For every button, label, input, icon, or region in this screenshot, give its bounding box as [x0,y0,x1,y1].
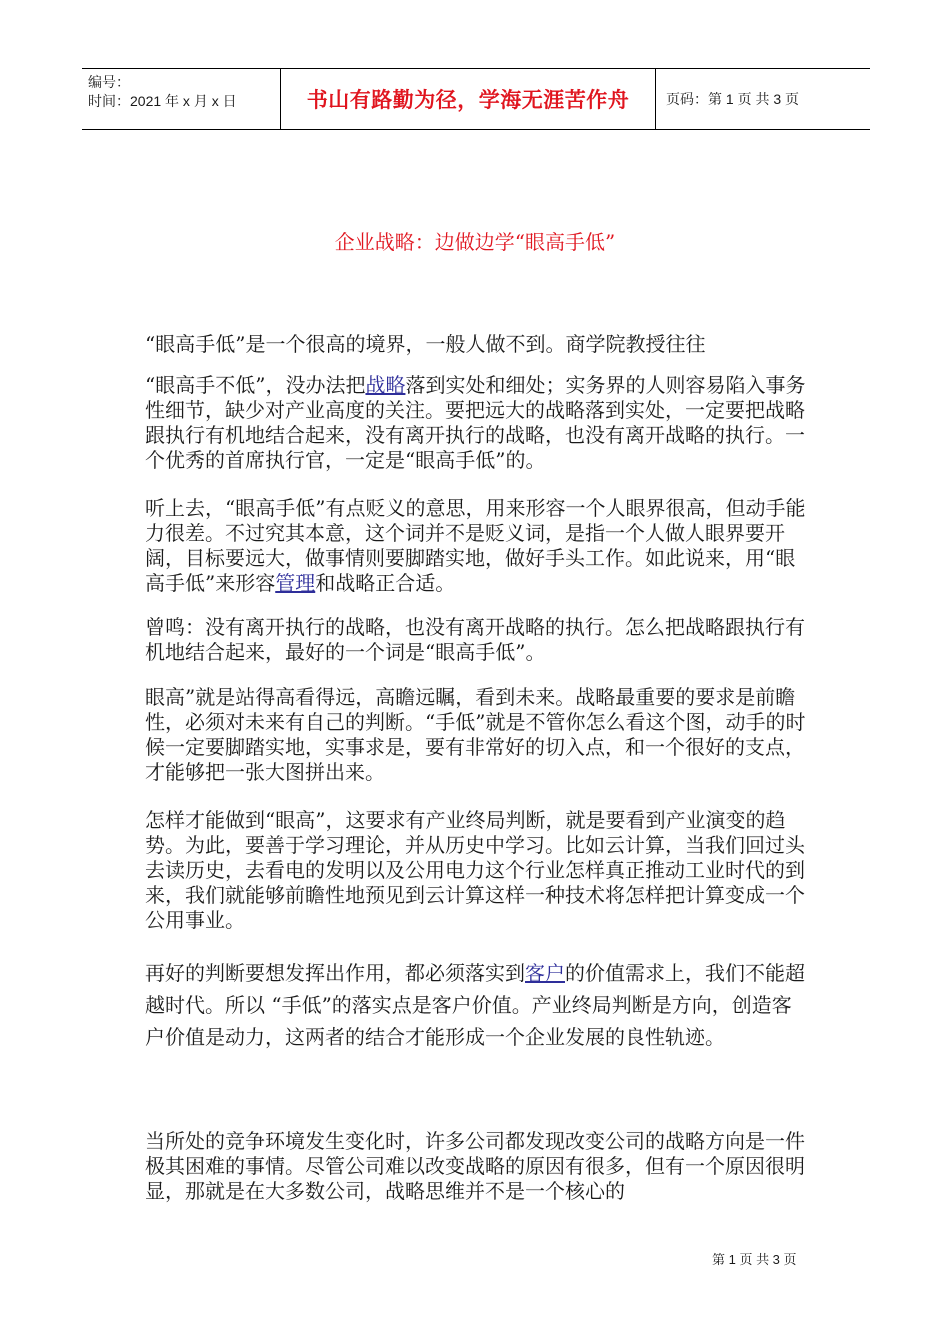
header-motto-cell [281,69,656,129]
paragraph-2-text-a: 听上去，“眼高手低”有点贬义的意思，用来形容一个人眼界很高，但动手能力很差。不过究其本意，这个词并不是贬义词，是指一个人做人眼界要开阔，目标要远大，做事情则要脚踏实地，做好手头工作。如此说来，用“眼高手低”来形容 [145,496,806,595]
paragraph-6-text-b: 的价值需求上，我们不能超越时代。所以 “手低”的落实点是客户价值。产业终局判断是方向，创造客户价值是动力，这两者的结合才能形成一个企业发展的良性轨迹。 [145,961,805,1049]
document-title: 企业战略：边做边学“眼高手低” [334,230,616,254]
paragraph-2-text-b: 和战略正合适。 [315,571,456,595]
paragraph-3-body: 曾鸣：没有离开执行的战略，也没有离开战略的执行。怎么把战略跟执行有机地结合起来，最好的一个词是“眼高手低”。 [145,615,805,664]
paragraph-1-text-a: “眼高手不低”，没办法把 [145,373,366,397]
paragraph-1-line1: “眼高手低”是一个很高的境界，一般人做不到。商学院教授往往 [145,332,706,356]
header-page-cell [656,69,870,129]
link-strategy[interactable]: 战略 [365,373,406,397]
motto: 书山有路勤为径，学海无涯苦作舟 [306,89,630,112]
paragraph-6 [145,957,810,1053]
paragraph-7 [145,1129,810,1204]
paragraph-7-body: 当所处的竞争环境发生变化时，许多公司都发现改变公司的战略方向是一件极其困难的事情。尽管公司难以改变战略的原因有很多，但有一个原因很明显，那就是在大多数公司，战略思维并不是一个核心的 [145,1129,805,1203]
header-meta [82,69,281,129]
page-label: 页码：第 1 页 共 3 页 [666,91,800,107]
paragraph-1-text-b: 落到实处和细处；实务界的人则容易陷入事务性细节，缺少对产业高度的关注。要把远大的战略落到实处，一定要把战略跟执行有机地结合起来，没有离开执行的战略，也没有离开战略的执行。一个优秀的首席执行官，一定是“眼高手低”的。 [145,373,806,472]
paragraph-4-body: 眼高”就是站得高看得远，高瞻远瞩，看到未来。战略最重要的要求是前瞻性，必须对未来有自己的判断。“手低”就是不管你怎么看这个图，动手的时候一定要脚踏实地，实事求是，要有非常好的切入点，和一个很好的支点，才能够把一张大图拼出来。 [145,685,806,784]
paragraph-5-body: 怎样才能做到“眼高”，这要求有产业终局判断，就是要看到产业演变的趋势。为此，要善于学习理论，并从历史中学习。比如云计算，当我们回过头去读历史，去看电的发明以及公用电力这个行业怎样真正推动工业时代的到来，我们就能够前瞻性地预见到云计算这样一种技术将怎样把计算变成一个公用事业。 [145,808,805,932]
paragraph-2 [145,496,810,596]
link-management[interactable]: 管理 [275,571,316,595]
paragraph-5 [145,808,810,933]
paragraph-2-body [145,496,810,596]
paragraph-6-body [145,957,810,1053]
page-footer: 第 1 页 共 3 页 [712,1252,797,1267]
paragraph-1 [145,332,810,473]
time-label: 时间：2021 年 x 月 x 日 [88,93,237,109]
link-customer[interactable]: 客户 [525,961,565,985]
page-header [82,68,870,130]
paragraph-1-body [145,373,810,473]
paragraph-6-text-a: 再好的判断要想发挥出作用，都必须落实到 [145,961,525,985]
paragraph-4 [145,685,810,785]
number-label: 编号： [88,74,130,90]
paragraph-3 [145,615,810,665]
